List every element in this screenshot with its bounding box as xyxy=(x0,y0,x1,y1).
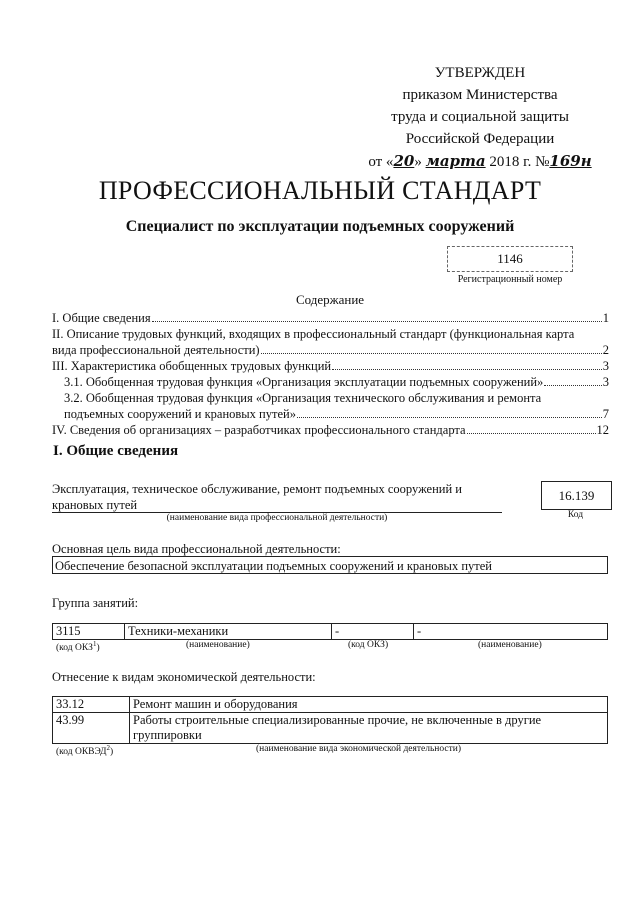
okz-name-cell: - xyxy=(414,624,608,640)
activity-name: Эксплуатация, техническое обслуживание, ремонт подъемных сооружений и крановых путей xyxy=(52,482,462,512)
handwritten-month: марта xyxy=(425,152,486,170)
approval-line: Российской Федерации xyxy=(405,131,555,147)
toc-title: Содержание xyxy=(295,292,365,307)
okz-name-cell: Техники-механики xyxy=(125,624,332,640)
approval-block xyxy=(350,62,610,173)
registration-label: Регистрационный номер xyxy=(457,274,563,285)
toc-page: 1 xyxy=(602,311,609,325)
handwritten-day: 20 xyxy=(393,152,415,170)
handwritten-number: 169н xyxy=(549,152,592,170)
approval-line: приказом Министерства xyxy=(402,87,558,103)
group-label: Группа занятий: xyxy=(52,596,139,610)
toc-item[interactable]: 3.2. Обобщенная трудовая функция «Организация технического обслуживания и ремонта подъемных сооружений и крановых путей» 7 xyxy=(64,391,609,421)
caption-okz-code: (код ОКЗ$^1$) xyxy=(56,640,100,654)
toc-page: 3 xyxy=(602,375,609,389)
caption-name2: (наименование) xyxy=(478,640,542,650)
approval-line: УТВЕРЖДЕН xyxy=(434,65,526,81)
table-of-contents xyxy=(52,310,609,438)
okved-table xyxy=(52,696,608,744)
toc-page: 3 xyxy=(602,359,609,373)
section-heading: I. Общие сведения xyxy=(53,443,179,459)
document-subtitle: Специалист по эксплуатации подъемных сооружений xyxy=(125,218,515,235)
approval-date: от «20» марта 2018 г. №169н xyxy=(368,152,592,170)
occupation-group-table xyxy=(52,623,608,640)
caption-name: (наименование) xyxy=(186,640,250,650)
approval-line: труда и социальной защиты xyxy=(391,109,569,125)
caption-okved-name: (наименование вида экономической деятельности) xyxy=(256,744,461,754)
code-caption: Код xyxy=(567,510,584,520)
caption-okved-code: (код ОКВЭД$^2$) xyxy=(56,744,114,758)
activity-code: 16.139 xyxy=(541,481,612,510)
toc-item[interactable]: II. Описание трудовых функций, входящих в профессиональный стандарт (функциональная карта вида профессиональной деятельности) 2 xyxy=(52,327,609,357)
okz-code-cell: 3115 xyxy=(53,624,125,640)
toc-item[interactable]: III. Характеристика обобщенных трудовых функций 3 xyxy=(52,359,609,373)
goal-value: Обеспечение безопасной эксплуатации подъемных сооружений и крановых путей xyxy=(52,556,608,574)
registration-number-box: 1146 xyxy=(447,246,573,272)
toc-page: 7 xyxy=(602,407,609,421)
relation-label: Отнесение к видам экономической деятельности: xyxy=(52,670,316,684)
okved-code-cell: 43.99 xyxy=(53,713,130,744)
toc-item[interactable]: 3.1. Обобщенная трудовая функция «Организация эксплуатации подъемных сооружений» 3 xyxy=(64,375,609,389)
toc-page: 2 xyxy=(602,343,609,357)
toc-item[interactable]: IV. Сведения об организациях – разработчиках профессионального стандарта 12 xyxy=(52,423,609,437)
toc-item[interactable]: I. Общие сведения 1 xyxy=(52,311,609,325)
okved-name-cell: Работы строительные специализированные прочие, не включенные в другие группировки xyxy=(130,713,608,744)
okved-name-cell: Ремонт машин и оборудования xyxy=(130,697,608,713)
document-title: ПРОФЕССИОНАЛЬНЫЙ СТАНДАРТ xyxy=(98,176,542,205)
table-row xyxy=(53,697,608,713)
activity-caption: (наименование вида профессиональной деятельности) xyxy=(166,513,388,523)
caption-okz-code2: (код ОКЗ) xyxy=(348,640,389,650)
goal-label: Основная цель вида профессиональной деятельности: xyxy=(52,542,341,556)
okz-code-cell: - xyxy=(332,624,414,640)
okved-code-cell: 33.12 xyxy=(53,697,130,713)
table-row xyxy=(53,713,608,744)
table-row xyxy=(53,624,608,640)
toc-page: 12 xyxy=(596,423,609,437)
